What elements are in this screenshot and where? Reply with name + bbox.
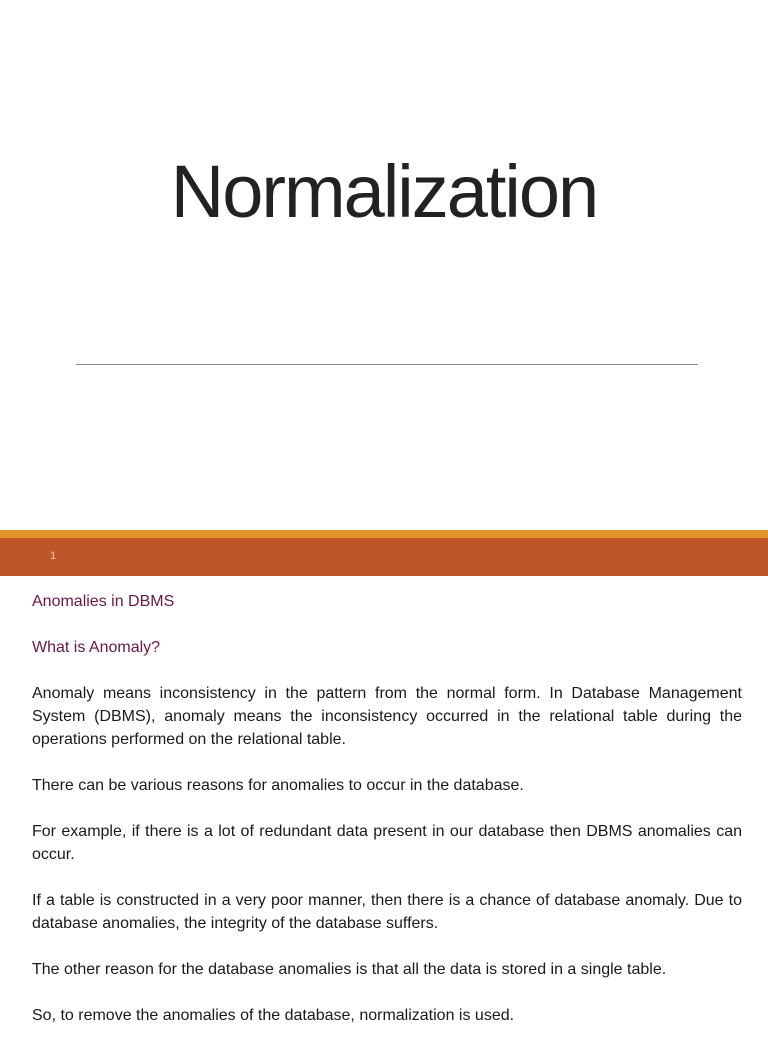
paragraph: There can be various reasons for anomalies to occur in the database. bbox=[32, 777, 524, 794]
title-divider bbox=[76, 364, 698, 365]
paragraph: Anomaly means inconsistency in the pattern from the normal form. In Database Management System (DBMS), anomaly means the inconsistency occurred in the relational table during the operations performed on the relational table. bbox=[32, 685, 742, 748]
paragraph: So, to remove the anomalies of the database, normalization is used. bbox=[32, 1007, 515, 1024]
paragraph: For example, if there is a lot of redundant data present in our database then DBMS anomalies can occur. bbox=[32, 823, 742, 863]
footer-bar bbox=[0, 538, 768, 576]
document-body bbox=[32, 590, 742, 1050]
slide-number: 1 bbox=[50, 550, 57, 562]
subsection-heading: What is Anomaly? bbox=[32, 639, 161, 656]
paragraph: The other reason for the database anomalies is that all the data is stored in a single table. bbox=[32, 961, 667, 978]
section-heading: Anomalies in DBMS bbox=[32, 593, 175, 610]
slide-title: Normalization bbox=[170, 150, 598, 233]
footer-gold-stripe bbox=[0, 530, 768, 538]
paragraph: If a table is constructed in a very poor manner, then there is a chance of database anomaly. Due to database anomalies, the integrity of the database suffers. bbox=[32, 892, 742, 932]
